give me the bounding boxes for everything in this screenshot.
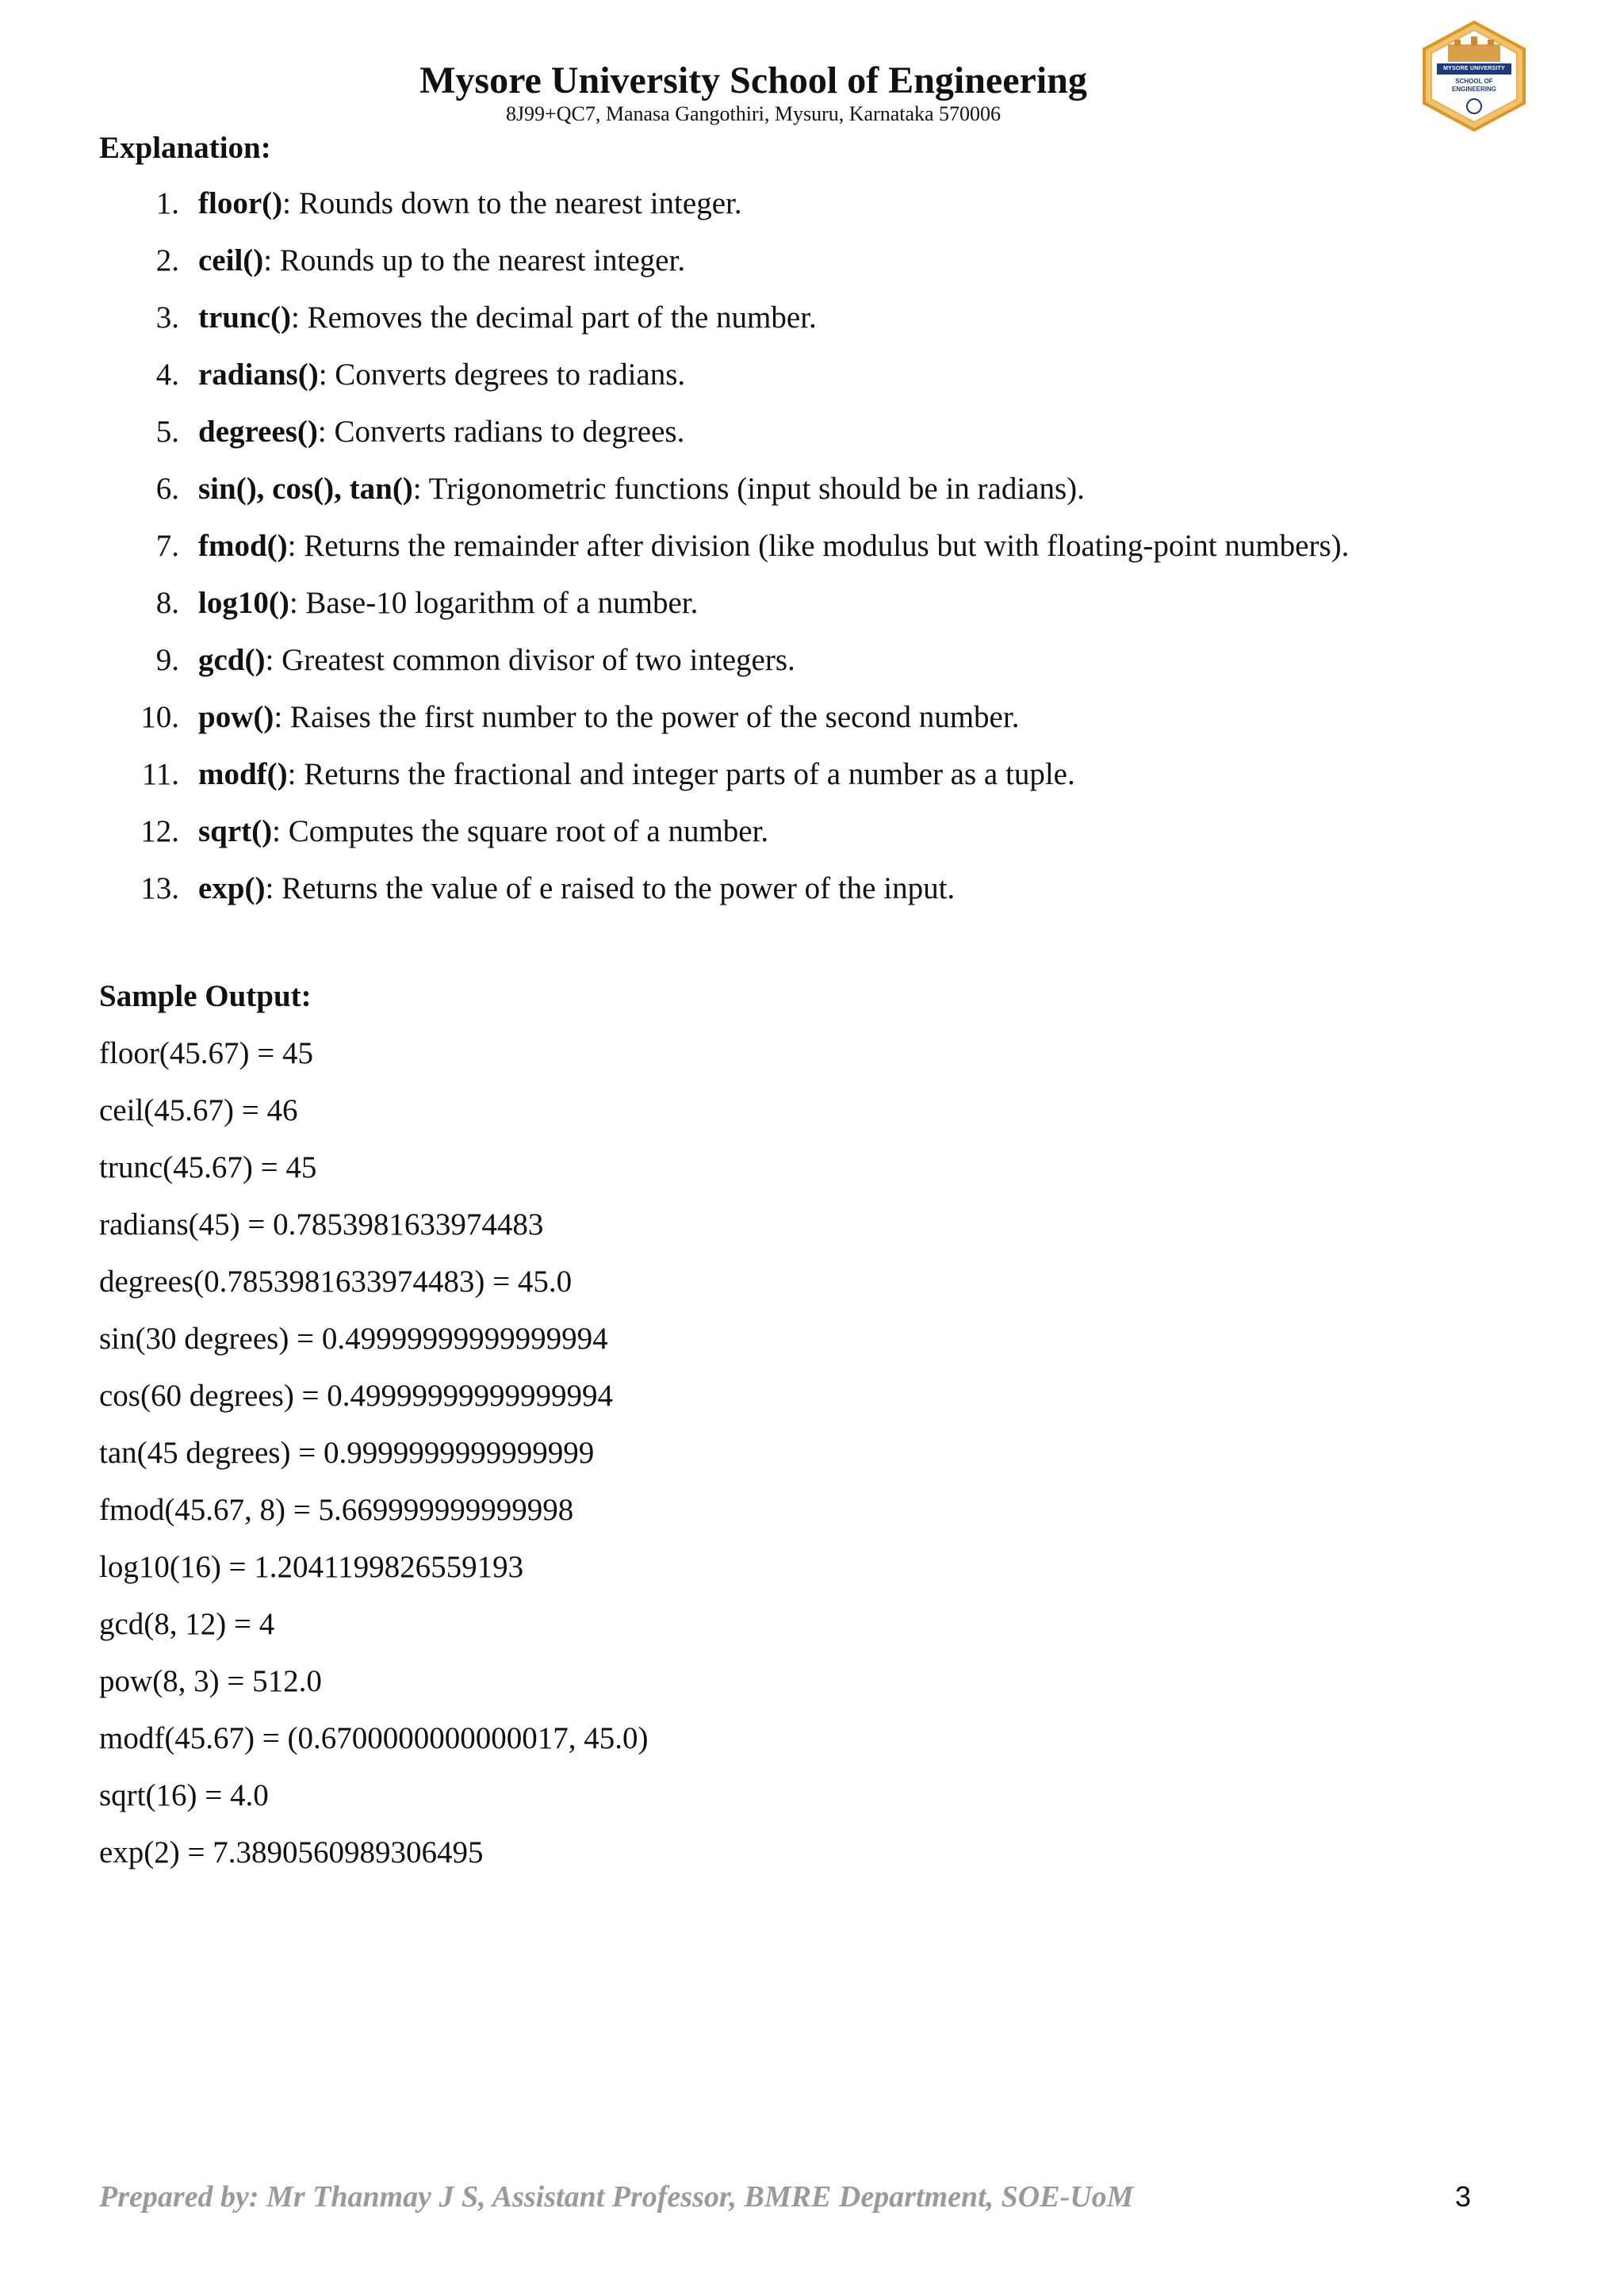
- function-name: modf(): [198, 757, 288, 791]
- footer-prepared-by: Prepared by: Mr Thanmay J S, Assistant Professor, BMRE Department, SOE-UoM: [99, 2180, 1134, 2214]
- list-item-number: 4.: [155, 358, 179, 392]
- list-item-number: 1.: [155, 186, 179, 220]
- explanation-heading: Explanation:: [99, 131, 271, 165]
- list-item: [0, 584, 1624, 641]
- list-item: [0, 698, 1624, 755]
- logo-line-engineering: ENGINEERING: [1451, 86, 1496, 93]
- explanation-list: [0, 184, 1624, 926]
- function-description: : Converts radians to degrees.: [317, 415, 685, 449]
- function-description: : Greatest common divisor of two integers.: [265, 643, 795, 677]
- function-description: : Returns the remainder after division (like modulus but with floating-point numbers).: [287, 529, 1350, 563]
- sample-output-heading: Sample Output:: [99, 979, 312, 1013]
- function-name: trunc(): [198, 300, 291, 335]
- output-line: log10(16) = 1.2041199826559193: [99, 1550, 524, 1584]
- function-name: sin(), cos(), tan(): [198, 472, 413, 506]
- list-item-number: 12.: [140, 814, 179, 848]
- list-item: [0, 412, 1624, 469]
- function-description: : Rounds down to the nearest integer.: [282, 186, 742, 220]
- function-description: : Base-10 logarithm of a number.: [289, 586, 699, 620]
- document-title: Mysore University School of Engineering: [419, 59, 1087, 101]
- list-item: [0, 184, 1624, 241]
- output-line: sin(30 degrees) = 0.49999999999999994: [99, 1322, 608, 1356]
- function-name: log10(): [198, 586, 289, 620]
- output-line: ceil(45.67) = 46: [99, 1093, 298, 1127]
- output-line: gcd(8, 12) = 4: [99, 1607, 275, 1641]
- output-line: radians(45) = 0.7853981633974483: [99, 1207, 544, 1242]
- list-item-number: 11.: [141, 757, 179, 791]
- function-description: : Removes the decimal part of the number.: [290, 300, 817, 335]
- function-description: : Returns the fractional and integer parts of a number as a tuple.: [287, 757, 1075, 791]
- output-line: degrees(0.7853981633974483) = 45.0: [99, 1265, 573, 1299]
- function-name: gcd(): [198, 643, 266, 677]
- output-line: pow(8, 3) = 512.0: [99, 1664, 322, 1698]
- list-item-number: 8.: [155, 586, 179, 620]
- function-name: exp(): [198, 871, 266, 905]
- university-logo: [1419, 21, 1529, 132]
- list-item-number: 3.: [155, 300, 179, 335]
- function-description: : Trigonometric functions (input should be in radians).: [412, 472, 1085, 506]
- list-item: [0, 641, 1624, 698]
- list-item: [0, 241, 1624, 298]
- list-item-number: 6.: [155, 472, 179, 506]
- function-description: : Converts degrees to radians.: [318, 358, 686, 392]
- list-item-number: 7.: [155, 529, 179, 563]
- output-line: exp(2) = 7.3890560989306495: [99, 1835, 484, 1869]
- list-item: [0, 869, 1624, 926]
- output-line: floor(45.67) = 45: [99, 1036, 314, 1070]
- list-item-number: 10.: [140, 700, 179, 734]
- page-number: 3: [1455, 2180, 1472, 2213]
- output-line: tan(45 degrees) = 0.9999999999999999: [99, 1436, 595, 1470]
- function-description: : Rounds up to the nearest integer.: [263, 243, 686, 277]
- list-item-number: 2.: [155, 243, 179, 277]
- list-item: [0, 526, 1624, 584]
- output-line: fmod(45.67, 8) = 5.669999999999998: [99, 1493, 574, 1527]
- list-item: [0, 812, 1624, 869]
- output-line: cos(60 degrees) = 0.49999999999999994: [99, 1379, 614, 1413]
- output-line: trunc(45.67) = 45: [99, 1150, 317, 1184]
- university-address: 8J99+QC7, Manasa Gangothiri, Mysuru, Karnataka 570006: [505, 102, 1002, 125]
- logo-line-school: SCHOOL OF: [1455, 78, 1493, 85]
- output-line: modf(45.67) = (0.6700000000000017, 45.0): [99, 1721, 649, 1755]
- function-description: : Returns the value of e raised to the power of the input.: [265, 871, 956, 905]
- function-name: fmod(): [198, 529, 288, 563]
- function-name: sqrt(): [198, 814, 273, 848]
- list-item: [0, 469, 1624, 526]
- function-name: ceil(): [198, 243, 264, 277]
- function-name: floor(): [198, 186, 283, 220]
- list-item-number: 5.: [155, 415, 179, 449]
- function-name: degrees(): [198, 415, 318, 449]
- output-line: sqrt(16) = 4.0: [99, 1778, 269, 1812]
- function-name: pow(): [198, 700, 274, 734]
- function-description: : Computes the square root of a number.: [272, 814, 769, 848]
- sample-output-list: [99, 1034, 649, 1890]
- logo-band-text: MYSORE UNIVERSITY: [1437, 63, 1511, 75]
- function-name: radians(): [198, 358, 319, 392]
- list-item: [0, 298, 1624, 355]
- function-description: : Raises the first number to the power of the second number.: [274, 700, 1020, 734]
- list-item: [0, 355, 1624, 412]
- list-item: [0, 755, 1624, 812]
- list-item-number: 9.: [155, 643, 179, 677]
- list-item-number: 13.: [140, 871, 179, 905]
